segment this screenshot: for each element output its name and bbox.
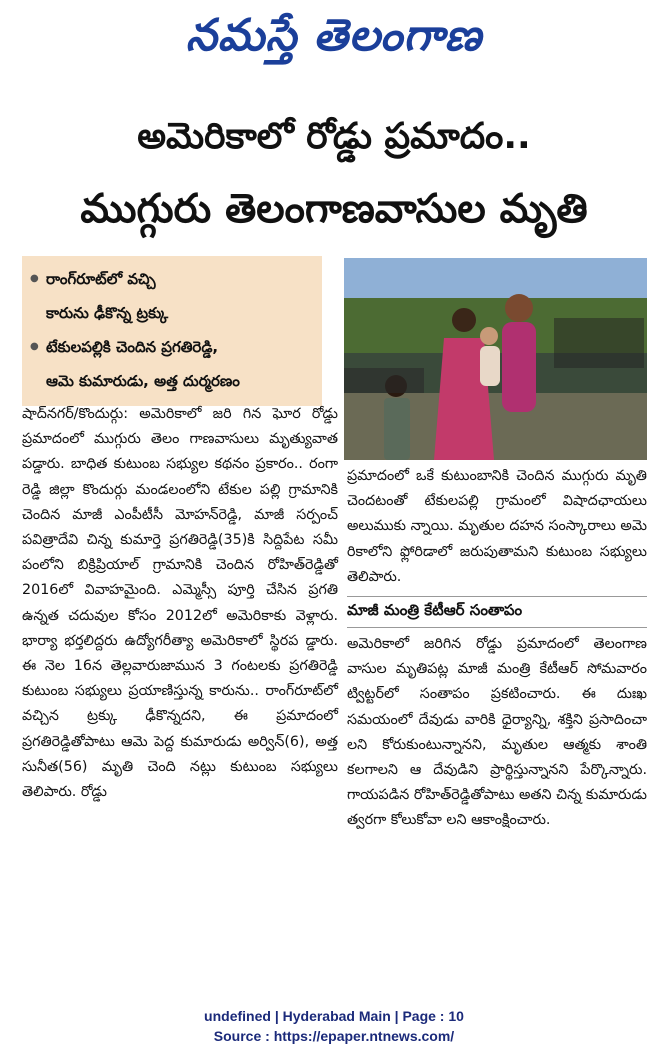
article-body-left: షాద్‌నగర్/కొందుర్గు: అమెరికాలో జరి గిన ఘోర రోడ్డు ప్రమాదంలో ముగ్గురు తెలం గాణవాసులు మృత్యువాత పడ్డారు. బాధిత కుటుంబ సభ్యుల కథనం ప్రకారం.. రంగా రెడ్డి జిల్లా కొందుర్గు మండలంలోని టేకుల పల్లి గ్రామానికి చెందిన మాజీ ఎంపీటీసీ మోహన్‌రెడ్డి, మాజీ సర్పంచ్ పవిత్రాదేవి చిన్న కుమార్తె ప్రగతిరెడ్డి(35)కి సిద్దిపేట సమీ పంలోని బిక్రిప్రియాల్ గ్రామానికి చెందిన రోహిత్‌రెడ్డితో 2016లో వివాహమైంది. ఎమ్మెస్సీ పూర్తి చేసిన ప్రగతి ఉన్నత చదువుల కోసం 2012లో అమెరికాకు వెళ్లారు. భార్యా భర్తలిద్దరు ఉద్యోగరీత్యా అమెరికాలో స్థిరప డ్డారు. ఈ నెల 16న తెల్లవారుజామున 3 గంటలకు ప్రగతిరెడ్డి కుటుంబ సభ్యులు ప్రయాణిస్తున్న కారును.. రాంగ్‌రూట్‌లో వచ్చిన ట్రక్కు ఢీకొన్నదని, ఈ ప్రమాదంలో ప్రగతిరెడ్డితోపాటు ఆమె పెద్ద కుమారుడు అర్విన్(6), అత్త సునీత(56) మృతి చెంది నట్లు కుటుంబ సభ్యులు తెలిపారు. రోడ్డు	[22, 406, 338, 801]
highlight-item: ఆమె కుమారుడు, అత్త దుర్మరణం	[46, 372, 240, 390]
highlight-item: ● టేకులపల్లికి చెందిన ప్రగతిరెడ్డి,	[28, 330, 316, 364]
highlight-item: ● రాంగ్‌రూట్‌లో వచ్చి	[28, 262, 316, 296]
article-body-right-2: అమెరికాలో జరిగిన రోడ్డు ప్రమాదంలో తెలంగాణ వాసుల మృతిపట్ల మాజీ మంత్రి కేటీఆర్ సోమవారం ట్విట్టర్‌లో సంతాపం ప్రకటించారు. ఈ దుఃఖ సమయంలో దేవుడు వారికి ధైర్యాన్ని, శక్తిని ప్రసాదించా లని కోరుకుంటున్నానని, మృతుల ఆత్మకు శాంతి కలగాలని ఆ దేవుడిని ప్రార్థిస్తున్నానని పేర్కొన్నారు. గాయపడిన రోహిత్‌రెడ్డితోపాటు అతని చిన్న కుమారుడు త్వరగా కోలుకోవా లని ఆకాంక్షించారు.	[347, 636, 647, 829]
masthead-title: నమస్తే తెలంగాణ	[185, 10, 483, 61]
footer-edition: undefined | Hyderabad Main | Page : 10	[204, 1008, 464, 1024]
masthead	[0, 0, 668, 82]
highlight-item: కారును ఢీకొన్న ట్రక్కు	[46, 304, 169, 322]
family-photo	[344, 258, 647, 460]
article-column-right	[347, 464, 647, 834]
footer-source: Source : https://epaper.ntnews.com/	[213, 1028, 455, 1044]
photo-illustration	[344, 258, 647, 460]
subheading: మాజీ మంత్రి కేటీఆర్ సంతాపం	[347, 596, 647, 628]
headline-line2: ముగ్గురు తెలంగాణవాసుల మృతి	[80, 186, 588, 232]
headline-line1: అమెరికాలో రోడ్డు ప్రమాదం..	[137, 116, 531, 157]
article-body-right: ప్రమాదంలో ఒకే కుటుంబానికి చెందిన ముగ్గురు మృతి చెందటంతో టేకులపల్లి గ్రామంలో విషాదఛాయలు అలుముకు న్నాయి. మృతుల దహన సంస్కారాలు అమె రికాలోని ఫ్లోరిడాలో జరుపుతామని కుటుంబ సభ్యులు తెలిపారు.	[347, 468, 647, 585]
highlights-box	[22, 256, 322, 406]
article-column-left	[22, 402, 338, 805]
